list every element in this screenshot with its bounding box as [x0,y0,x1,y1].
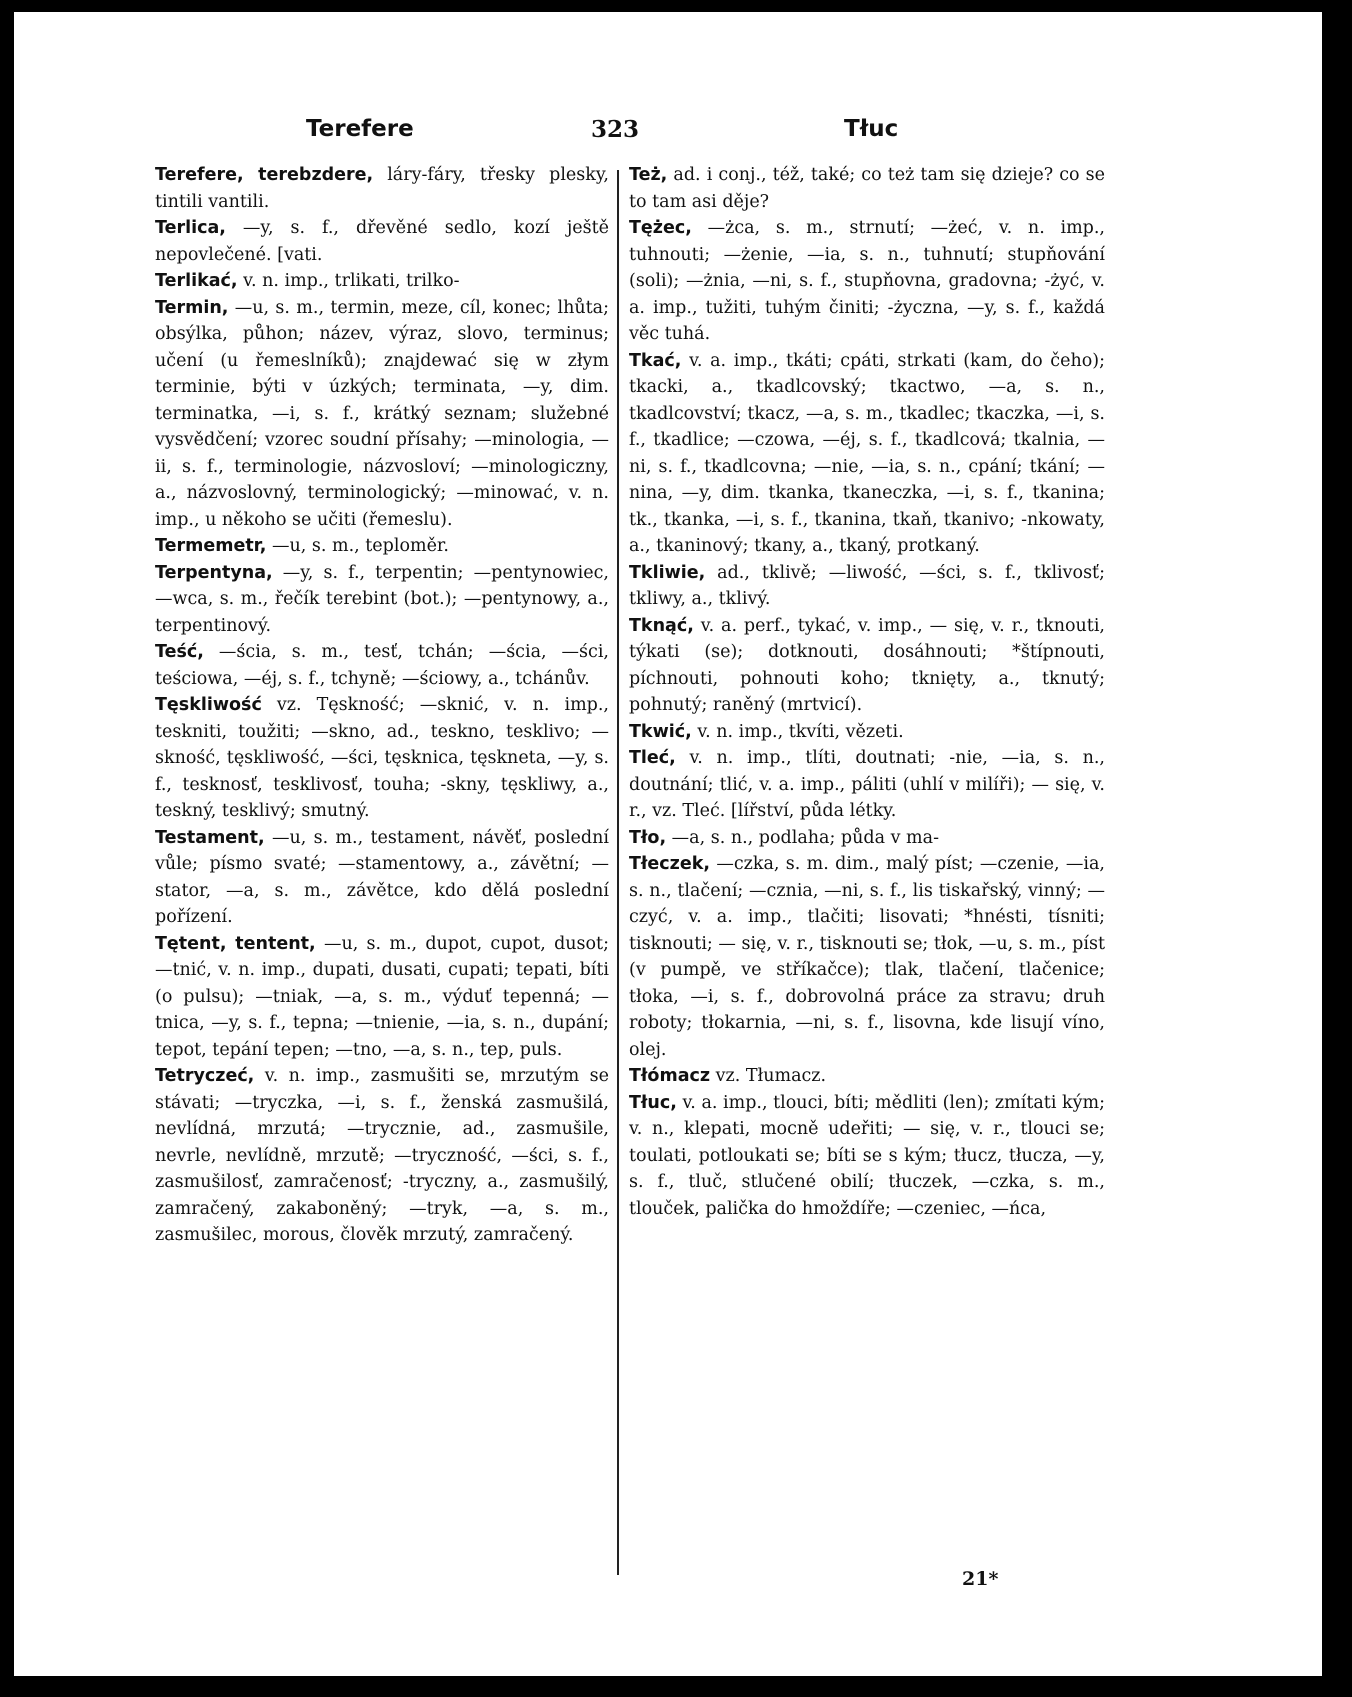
page-header [14,108,1322,148]
entry-headword: Tknąć, [629,615,694,636]
entry-headword: Tleć, [629,748,676,768]
entry-headword: Testament, [155,827,265,848]
dictionary-entry [155,931,609,1064]
entry-definition: —u, s. m., testament, návěť, poslední vůle; písmo svaté; —stamentowy, a., závětní; —stator, —a, s. m., závětce, kdo dělá poslední pořízení. [155,827,609,927]
entry-headword: Terpentyna, [155,562,273,583]
entry-definition: —y, s. f., dřevěné sedlo, kozí ještě nepovlečené. [vati. [155,218,609,265]
header-left-word: Terefere [306,116,414,142]
entry-headword: Tętent, tentent, [155,933,316,954]
signature-mark: 21* [962,1568,999,1590]
header-right-word: Tłuc [844,116,899,142]
entry-headword: Termemetr, [155,536,267,556]
dictionary-entry [629,745,1105,825]
entry-headword: Tetryczeć, [155,1066,255,1086]
entry-definition: vz. Tęskność; —sknić, v. n. imp., teskniti, toužiti; —skno, ad., teskno, tesklivo; —skność, tęskliwość, —ści, tęsknica, tęskneta, —y, s. f., tesknosť, tesklivosť, touha; -skny, tęskliwy, a., teskný, tesklivý; smutný. [155,695,609,821]
entry-definition: —ścia, s. m., tesť, tchán; —ścia, —ści, teściowa, —éj, s. f., tchyně; —ściowy, a., tchánův. [155,642,609,689]
entry-definition: láry-fáry, třesky plesky, tintili vantili. [155,165,609,212]
entry-headword: Tkwić, [629,721,692,742]
dictionary-entry [629,825,1105,852]
entry-headword: Teść, [155,642,204,662]
entry-definition: —u, s. m., termin, meze, cíl, konec; lhůta; obsýlka, půhon; název, výraz, slovo, terminus; učení (u řemeslníků); znajdewać się w złym terminie, býti v úzkých; terminata, —y, dim. terminatka, —i, s. f., krátký seznam; služebné vysvědčení; vzorec soudní přísahy; —minologia, —ii, s. f., terminologie, názvosloví; —minologiczny, a., názvoslovný, terminologický; —minować, v. n. imp., u někoho se učiti (řemeslu). [155,297,609,530]
entry-headword: Tłuc, [629,1092,677,1113]
entry-definition: vz. Tłumacz. [710,1066,827,1086]
entry-definition: v. n. imp., tlíti, doutnati; -nie, —ia, s. n., doutnání; tlić, v. a. imp., páliti (uhlí v milíři); — się, v. r., vz. Tleć. [lířství, půda létky. [629,748,1105,821]
dictionary-entry [155,268,609,295]
dictionary-entry [155,215,609,268]
entry-headword: Terlica, [155,218,226,238]
entry-headword: Tłeczek, [629,854,711,874]
entry-headword: Tkać, [629,350,682,371]
dictionary-entry [155,825,609,931]
entry-definition: v. n. imp., tkvíti, vězeti. [691,721,904,742]
dictionary-entry [629,719,1105,746]
entry-definition: —u, s. m., dupot, cupot, dusot; —tnić, v. n. imp., dupati, dusati, cupati; tepati, bíti (o pulsu); —tniak, —a, s. m., výduť tepenná; —tnica, —y, s. f., tepna; —tnienie, —ia, s. n., dupání; tepot, tepání tepen; —tno, —a, s. n., tep, puls. [155,933,609,1060]
entry-headword: Tęskliwość [155,695,262,715]
entry-headword: Też, [629,165,668,185]
column-divider [617,170,619,1575]
dictionary-entry [155,295,609,534]
dictionary-page [14,12,1322,1676]
dictionary-entry [629,215,1105,348]
entry-headword: Terlikać, [155,271,238,291]
dictionary-entry [155,692,609,825]
entry-headword: Termin, [155,297,229,318]
dictionary-entry [629,851,1105,1063]
dictionary-entry [155,639,609,692]
dictionary-entry [629,1063,1105,1090]
entry-definition: ad. i conj., též, také; co też tam się dzieje? co se to tam asi děje? [629,165,1105,212]
dictionary-entry [629,1090,1105,1223]
entry-definition: —a, s. n., podlaha; půda v ma- [666,827,939,848]
entry-headword: Tło, [629,827,667,848]
entry-headword: Terefere, terebzdere, [155,165,374,185]
dictionary-entry [629,613,1105,719]
entry-definition: —y, s. f., terpentin; —pentynowiec, —wca, s. m., řečík terebint (bot.); —pentynowy, a., terpentinový. [155,562,609,636]
page-number: 323 [591,116,640,143]
left-column [155,162,609,1249]
dictionary-entry [155,162,609,215]
entry-headword: Tkliwie, [629,562,706,583]
entry-definition: v. a. imp., tlouci, bíti; mědliti (len); zmítati kým; v. n., klepati, mocně udeřiti; — się, v. r., tlouci se; toulati, potloukati se; bíti se s kým; tłucz, tłucza, —y, s. f., tluč, stlučené obilí; tłuczek, —czka, s. m., tlouček, palička do hmoždíře; —czeniec, —ńca, [629,1092,1105,1219]
dictionary-entry [629,560,1105,613]
dictionary-entry [155,1063,609,1249]
entry-definition: ad., tklivě; —liwość, —ści, s. f., tklivosť; tkliwy, a., tklivý. [629,562,1105,609]
right-column [629,162,1105,1222]
entry-definition: —u, s. m., teploměr. [266,536,449,556]
entry-definition: v. n. imp., trlikati, trilko- [237,271,460,291]
entry-definition: v. a. perf., tykać, v. imp., — się, v. r., tknouti, týkati (se); dotknouti, dosáhnouti; *štípnouti, píchnouti, pohnouti koho; tknięty, a., tknutý; pohnutý; raněný (mrtvicí). [629,615,1105,715]
entry-headword: Tłómacz [629,1066,711,1086]
entry-definition: v. a. imp., tkáti; cpáti, strkati (kam, do čeho); tkacki, a., tkadlcovský; tkactwo, —a, s. n., tkadlcovství; tkacz, —a, s. m., tkadlec; tkaczka, —i, s. f., tkadlice; —czowa, —éj, s. f., tkadlcová; tkalnia, —ni, s. f., tkadlcovna; —nie, —ia, s. n., cpání; tkání; —nina, —y, dim. tkanka, tkaneczka, —i, s. f., tkanina; tk., tkanka, —i, s. f., tkanina, tkaň, tkanivo; -nkowaty, a., tkaninový; tkany, a., tkaný, protkaný. [629,350,1105,556]
entry-headword: Tężec, [629,218,692,238]
dictionary-entry [155,560,609,640]
dictionary-entry [155,533,609,560]
entry-definition: v. n. imp., zasmušiti se, mrzutým se stávati; —tryczka, —i, s. f., ženská zasmušilá, nevlídná, mrzutá; —trycznie, ad., zasmušile, nevrle, nevlídně, mrzutě; —tryczność, —ści, s. f., zasmušilosť, zamračenosť; -tryczny, a., zasmušilý, zamračený, zakaboněný; —tryk, —a, s. m., zasmušilec, morous, člověk mrzutý, zamračený. [155,1066,609,1245]
entry-definition: —żca, s. m., strnutí; —żeć, v. n. imp., tuhnouti; —żenie, —ia, s. n., tuhnutí; stupňování (soli); —żnia, —ni, s. f., stupňovna, gradovna; -żyć, v. a. imp., tužiti, tuhým činiti; -życzna, —y, s. f., každá věc tuhá. [629,218,1105,344]
entry-definition: —czka, s. m. dim., malý píst; —czenie, —ia, s. n., tlačení; —cznia, —ni, s. f., lis tiskařský, vinný; —czyć, v. a. imp., tlačiti; lisovati; *hnésti, tísniti; tisknouti; — się, v. r., tisknouti se; tłok, —u, s. m., píst (v pumpě, ve stříkačce); tlak, tlačení, tlačenice; tłoka, —i, s. f., dobrovolná práce za stravu; druh roboty; tłokarnia, —ni, s. f., lisovna, kde lisují víno, olej. [629,854,1105,1060]
dictionary-entry [629,348,1105,560]
dictionary-entry [629,162,1105,215]
